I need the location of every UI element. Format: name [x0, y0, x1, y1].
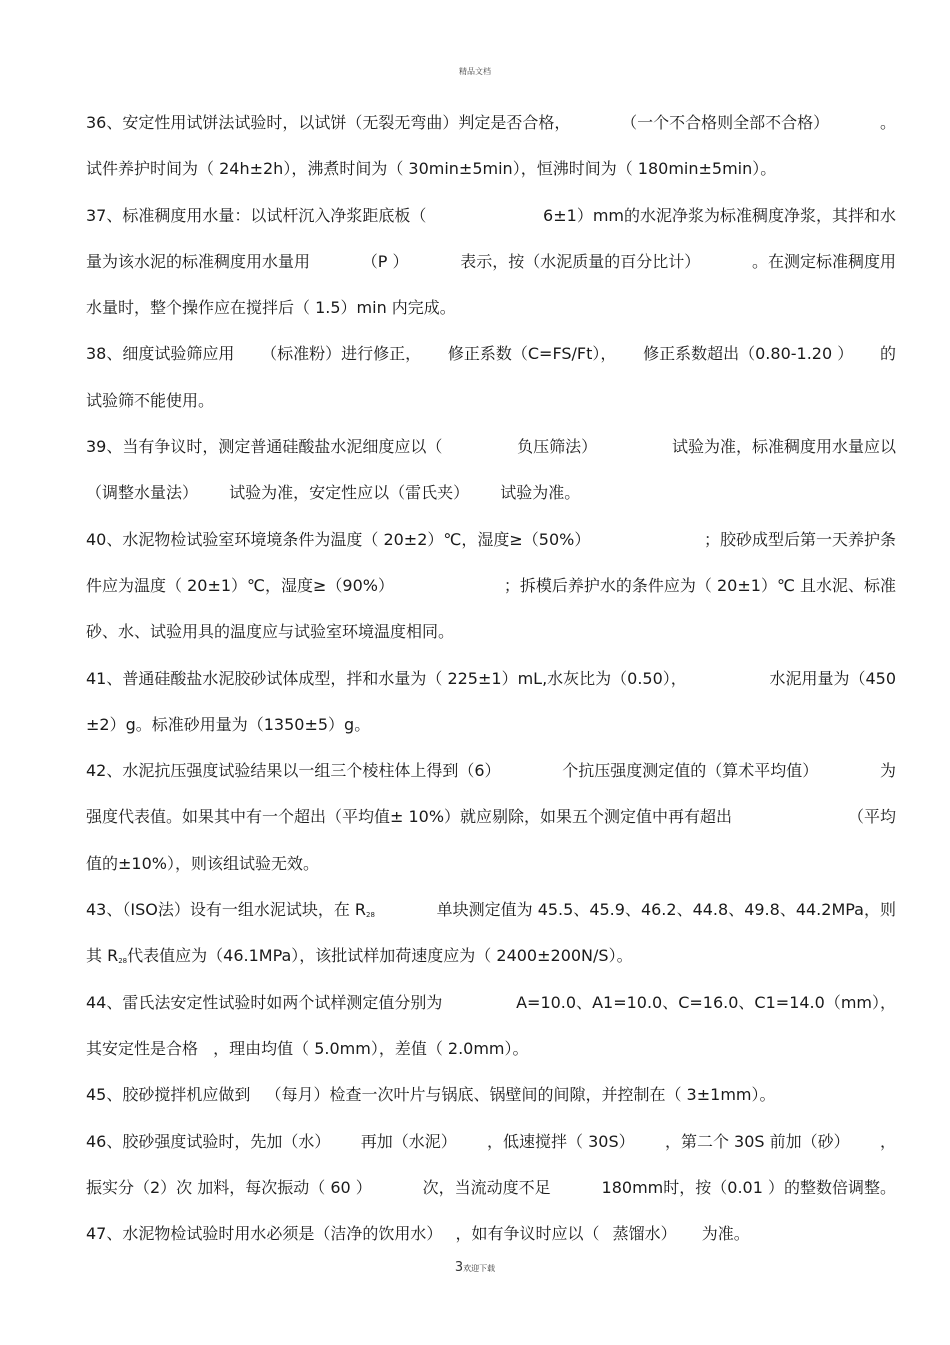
page-number: 3: [454, 1260, 464, 1275]
text-segment: 修正系数超出（0.80-1.20 ）: [643, 344, 854, 364]
text-segment: 40、水泥物检试验室环境境条件为温度（ 20±2）℃，湿度≥（50%）: [86, 529, 591, 549]
text-line: [86, 105, 896, 151]
text-segment: ，理由均值（ 5.0mm），差值（ 2.0mm）。: [213, 1038, 529, 1058]
text-line: [86, 198, 896, 244]
text-line: [86, 1077, 896, 1123]
text-segment: 代表值应为（46.1MPa），该批试样加荷速度应为（ 2400±200N/S）。: [127, 946, 633, 966]
text-segment: 44、雷氏法安定性试验时如两个试样测定值分别为: [86, 992, 443, 1012]
text-segment: 次，当流动度不足: [422, 1177, 551, 1197]
text-segment: 39、当有争议时，测定普通硅酸盐水泥细度应以（: [86, 437, 443, 457]
text-line: [86, 614, 896, 660]
text-line: [86, 429, 896, 475]
text-segment: （调整水量法）: [86, 483, 199, 503]
text-line: [86, 985, 896, 1031]
text-line: [86, 1124, 896, 1170]
text-segment: 试验为准，标准稠度用水量应以: [671, 437, 896, 457]
text-line: [86, 383, 896, 429]
text-segment: 其 $R_{28}$: [86, 946, 128, 966]
text-line: [86, 892, 896, 938]
text-segment: 其安定性是合格: [86, 1038, 199, 1058]
page-header: 精品文档: [459, 67, 491, 76]
text-segment: 为: [879, 761, 896, 781]
page-footer: [0, 1260, 950, 1275]
text-segment: ±2）g。标准砂用量为（1350±5）g。: [86, 714, 371, 734]
text-segment: ，: [879, 1131, 896, 1151]
text-segment: ；胶砂成型后第一天养护条: [703, 529, 896, 549]
text-segment: 43、（ISO法）设有一组水泥试块，在 $R_{28}$: [86, 900, 375, 920]
text-line: [86, 151, 896, 197]
text-line: [86, 475, 896, 521]
text-segment: 36、安定性用试饼法试验时，以试饼（无裂无弯曲）判定是否合格，: [86, 113, 571, 132]
text-segment: ，低速搅拌（ 30S）: [487, 1131, 635, 1151]
text-segment: 再加（水泥）: [360, 1131, 457, 1151]
text-segment: 38、细度试验筛应用: [86, 344, 235, 364]
text-segment: （平均: [847, 807, 896, 827]
text-segment: 47、水泥物检试验时用水必须是（洁净的饮用水）: [86, 1224, 443, 1244]
text-segment: 试验为准。: [500, 483, 581, 503]
text-segment: 。: [879, 113, 896, 132]
text-segment: 180mm时，按（0.01 ）的整数倍调整。: [601, 1177, 896, 1197]
subscript-28: 28: [118, 957, 128, 966]
text-line: [86, 753, 896, 799]
text-segment: 砂、水、试验用具的温度应与试验室环境温度相同。: [86, 622, 455, 642]
subscript-28: 28: [366, 911, 375, 920]
text-line: [86, 661, 896, 707]
text-segment: 件应为温度（ 20±1）℃，湿度≥（90%）: [86, 575, 394, 595]
text-segment: 42、水泥抗压强度试验结果以一组三个棱柱体上得到（6）: [86, 761, 501, 781]
text-segment: ；拆模后养护水的条件应为（ 20±1）℃ 且水泥、标准: [503, 575, 896, 595]
text-segment: 量为该水泥的标准稠度用水量用: [86, 251, 311, 271]
document-body: [86, 105, 896, 1262]
text-segment: 。在测定标准稠度用: [751, 251, 896, 271]
text-line: [86, 290, 896, 336]
text-segment: 37、标准稠度用水量：以试杆沉入净浆距底板（: [86, 205, 427, 225]
text-segment: 45、胶砂搅拌机应做到: [86, 1085, 251, 1105]
text-segment: 修正系数（C=FS/Ft），: [447, 344, 617, 364]
text-line: [86, 1170, 896, 1216]
text-segment: 表示，按（水泥质量的百分比计）: [460, 251, 701, 271]
text-segment: 值的±10%），则该组试验无效。: [86, 853, 319, 873]
text-segment: 负压筛法）: [517, 437, 598, 457]
text-segment: 单块测定值为 45.5、45.9、46.2、44.8、49.8、44.2MPa，则: [436, 900, 896, 920]
text-line: [86, 244, 896, 290]
text-segment: 振实分（2）次 加料，每次振动（ 60 ）: [86, 1177, 372, 1197]
text-segment: 水泥用量为（450: [769, 668, 896, 688]
text-segment: 蒸馏水）: [612, 1224, 677, 1244]
text-segment: （一个不合格则全部不合格）: [621, 113, 830, 132]
text-line: [86, 1031, 896, 1077]
footer-label: 欢迎下载: [463, 1264, 496, 1273]
text-segment: ，如有争议时应以（: [455, 1224, 600, 1244]
text-segment: A=10.0、A1=10.0、C=16.0、C1=14.0（mm），: [516, 992, 896, 1012]
text-line: [86, 568, 896, 614]
text-segment: 为准。: [701, 1224, 750, 1244]
text-segment: （标准粉）进行修正，: [261, 344, 422, 364]
text-line: [86, 336, 896, 382]
text-segment: 试验为准，安定性应以（雷氏夹）: [229, 483, 470, 503]
text-line: [86, 938, 896, 984]
text-line: [86, 522, 896, 568]
text-segment: 的: [879, 344, 896, 364]
text-line: [86, 799, 896, 845]
text-line: [86, 1216, 896, 1262]
text-segment: 强度代表值。如果其中有一个超出（平均值± 10%）就应剔除，如果五个测定值中再有超出: [86, 807, 733, 827]
text-segment: 水量时，整个操作应在搅拌后（ 1.5）min 内完成。: [86, 298, 456, 318]
text-segment: 个抗压强度测定值的（算术平均值）: [562, 761, 819, 781]
text-line: [86, 846, 896, 892]
text-segment: 6±1）mm的水泥净浆为标准稠度净浆，其拌和水: [543, 205, 896, 225]
text-segment: （每月）检查一次叶片与锅底、锅壁间的间隙，并控制在（ 3±1mm）。: [265, 1085, 776, 1105]
text-segment: 试件养护时间为（ 24h±2h），沸煮时间为（ 30min±5min），恒沸时间为（ 180min±5min）。: [86, 159, 777, 179]
text-segment: ，第二个 30S 前加（砂）: [664, 1131, 850, 1151]
text-segment: （P ）: [361, 251, 409, 271]
text-line: [86, 707, 896, 753]
text-segment: 46、胶砂强度试验时，先加（水）: [86, 1131, 331, 1151]
text-segment: 41、普通硅酸盐水泥胶砂试体成型，拌和水量为（ 225±1）mL,水灰比为（0.50），: [86, 668, 687, 688]
text-segment: 试验筛不能使用。: [86, 390, 215, 410]
